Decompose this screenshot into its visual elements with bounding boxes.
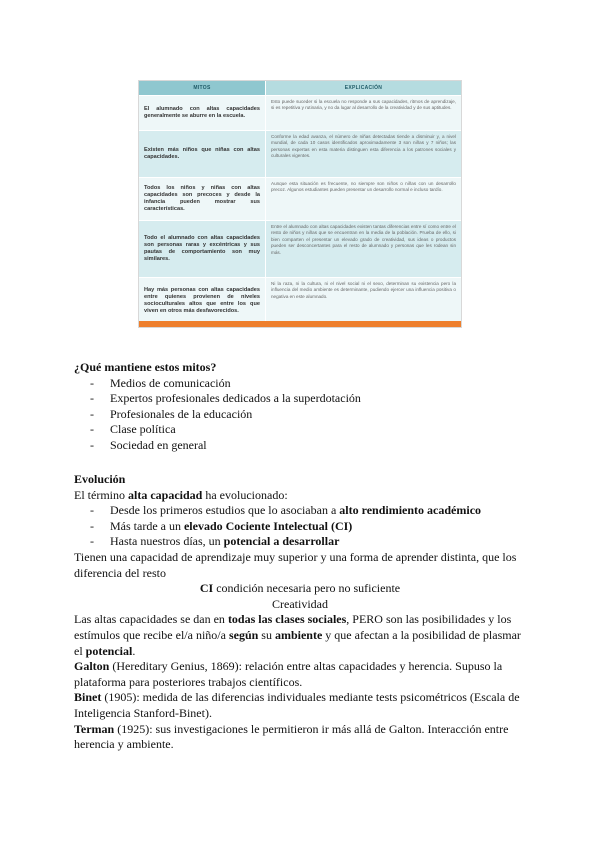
item-text: Desde los primeros estudios que lo asociaban a	[110, 503, 340, 518]
creatividad-line: Creatividad	[272, 596, 328, 611]
para-text: , PERO son las posibilidades y los estímulos que recibe el/a niño/a	[74, 612, 512, 642]
myth-cell: Todo el alumnado con altas capacidades son personas raras y excéntricas y sus pautas de comportamiento son muy similares.	[139, 221, 265, 277]
list-item: - Clase política	[74, 422, 526, 438]
myth-cell: Todos los niños y niñas con altas capacidades son precoces y desde la infancia pueden mostrar sus características.	[139, 178, 265, 220]
para-bold: potencial	[85, 643, 133, 658]
ci-bold: CI	[199, 581, 214, 596]
list-item	[74, 519, 526, 535]
explanation-cell: Ni la raza, ni la cultura, ni el nivel social ni el sexo, determinan su existencia pero la influencia del medio ambiente es determinante, pudiendo ejercer una influencia positiva o negativa en este alumnado.	[265, 278, 461, 324]
table-row	[139, 177, 461, 220]
para-bold: según	[228, 627, 259, 642]
explanation-cell: Conforme la edad avanza, el número de niñas detectadas tiende a disminuir y, a nivel mundial, de cada 10 casos identificados aproximadamente 3 son niñas y 7 niños; las personas expertas en esta materia distinguen esta diferencia a los patrones sociales y culturales vigentes.	[265, 131, 461, 177]
myth-cell: El alumnado con altas capacidades generalmente se aburre en la escuela.	[139, 96, 265, 130]
para-bold: ambiente	[274, 627, 323, 642]
evolucion-intro	[74, 488, 526, 504]
item-bold: elevado Cociente Intelectual (CI)	[183, 518, 353, 533]
binet-name: Binet	[74, 690, 102, 705]
evolucion-heading: Evolución	[74, 472, 126, 486]
list-item: - Profesionales de la educación	[74, 407, 526, 423]
paragraph-terman	[74, 722, 526, 753]
item-text: Más tarde a un	[110, 518, 184, 533]
paragraph-binet	[74, 690, 526, 721]
galton-text: (Hereditary Genius, 1869): relación entre altas capacidades y herencia. Supuso la plataforma para posteriores trabajos científicos.	[74, 659, 503, 689]
list-item	[74, 534, 526, 550]
explanation-cell: Aunque esta situación es frecuente, no siempre son niños o niñas con un desarrollo precoz. Algunos estudiantes pueden presentar un desarrollo normal e incluso tardío.	[265, 178, 461, 220]
myth-cell: Existen más niños que niñas con altas capacidades.	[139, 131, 265, 177]
evolucion-section	[74, 472, 526, 753]
table-row	[139, 277, 461, 324]
mantiene-heading: ¿Qué mantiene estos mitos?	[74, 360, 217, 374]
table-footer-bar	[139, 321, 461, 327]
para-text: Las altas capacidades se dan en	[74, 612, 228, 627]
evolucion-list	[74, 503, 526, 550]
paragraph-capacidad: Tienen una capacidad de aprendizaje muy superior y una forma de aprender distinta, que los diferencia del resto	[74, 549, 517, 580]
terman-name: Terman	[74, 721, 115, 736]
ci-line	[74, 581, 526, 597]
list-item: - Expertos profesionales dedicados a la superdotación	[74, 391, 526, 407]
table-row	[139, 220, 461, 277]
intro-text: El término	[74, 487, 128, 502]
list-item: - Sociedad en general	[74, 438, 526, 454]
item-text: Hasta nuestros días, un	[110, 534, 224, 549]
item-bold: potencial a desarrollar	[223, 534, 340, 549]
intro-text-end: ha evolucionado:	[202, 487, 288, 502]
myths-table	[138, 80, 462, 328]
explanation-cell: Entre el alumnado con altas capacidades existen tantas diferencias entre sí como entre el resto de niños y niñas que se encuentran en la media de la población. Prueba de ello, si bien comparten el presentar un elevado grado de creatividad, sus ideas o productos pueden ser desconcertantes para el resto de alumnado y personas que les rodean sin más.	[265, 221, 461, 277]
para-text: su	[258, 627, 275, 642]
intro-bold: alta capacidad	[128, 487, 203, 502]
binet-text: (1905): medida de las diferencias individuales mediante tests psicométricos (Escala de Inteligencia Stanford-Binet).	[74, 690, 520, 720]
item-bold: alto rendimiento académico	[339, 503, 482, 518]
table-row	[139, 130, 461, 177]
galton-name: Galton	[74, 659, 110, 674]
paragraph-clases-sociales	[74, 612, 526, 659]
ci-text: condición necesaria pero no suficiente	[213, 581, 401, 596]
para-text: .	[132, 643, 136, 658]
para-text: y que afectan a la posibilidad de plasmar el	[74, 627, 521, 658]
table-row	[139, 95, 461, 130]
table-header	[139, 81, 461, 95]
list-item	[74, 503, 526, 519]
mantiene-section	[74, 360, 526, 454]
header-mitos: MITOS	[139, 81, 265, 95]
myth-cell: Hay más personas con altas capacidades entre quienes provienen de niveles socioculturales altos que entre los que viven en otros más desfavorecidos.	[139, 278, 265, 324]
mantiene-list	[74, 376, 526, 454]
para-bold: todas las clases sociales	[227, 612, 347, 627]
paragraph-galton	[74, 659, 526, 690]
explanation-cell: Esto puede suceder si la escuela no responde a sus capacidades, ritmos de aprendizaje, si es repetitiva y rutinaria, y no da lugar al desarrollo de la creatividad y de sus aptitudes.	[265, 96, 461, 130]
terman-text: (1925): sus investigaciones le permitieron ir más allá de Galton. Interacción entre herencia y ambiente.	[74, 721, 509, 752]
list-item: - Medios de comunicación	[74, 376, 526, 392]
header-explicacion: EXPLICACIÓN	[265, 81, 461, 95]
